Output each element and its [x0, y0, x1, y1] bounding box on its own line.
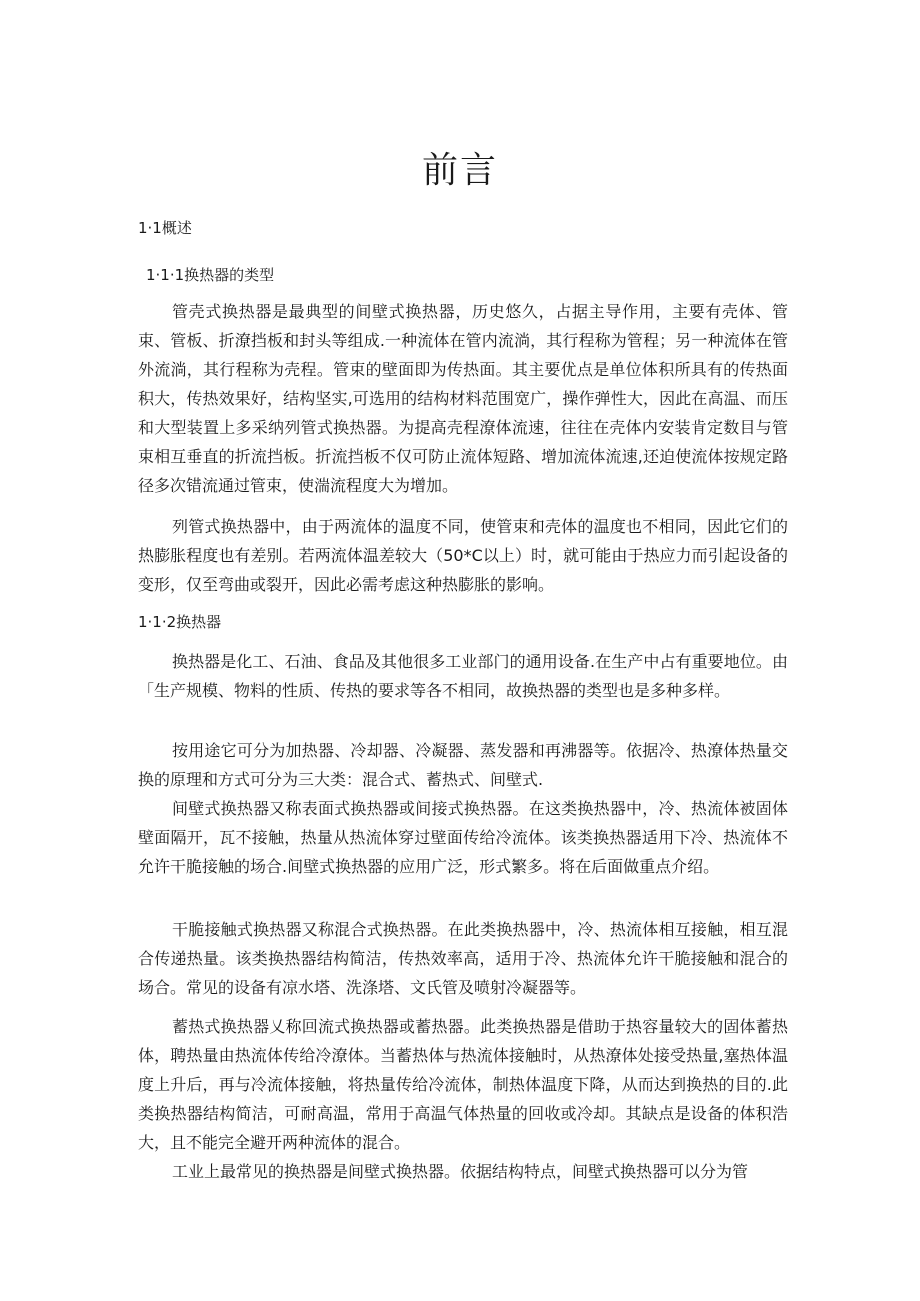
paragraph-wall-type: 间壁式换热器又称表面式换热器或间接式换热器。在这类换热器中，冷、热流体被固体壁面隔开，瓦不接触，热量从热流体穿过壁面传给冷流体。该类换热器适用下冷、热流体不允许干脆接触的场合.间壁式换热器的应用广泛，形式繁多。将在后面做重点介绍。 — [138, 799, 788, 876]
paragraph-general-equipment: 换热器是化工、石油、食品及其他很多工业部门的通用设备.在生产中占有重要地位。由「生产规模、物料的性质、传热的要求等各不相同，故换热器的类型也是多种多样。 — [138, 652, 788, 700]
paragraph-thermal-expansion: 列管式换热器中，由于两流体的温度不同，使管束和壳体的温度也不相同，因此它们的热膨胀程度也有差别。若两流体温差较大（50*C以上）时，就可能由于热应力而引起设备的变形，仅至弯曲或裂开，因此必需考虑这种热膨胀的影响。 — [138, 517, 788, 594]
paragraph-shell-tube: 管壳式换热器是最典型的间壁式换热器，历史悠久，占据主导作用，主要有壳体、管束、管板、折潦挡板和封头等组成.一种流体在管内流淌，其行程称为管程；另一种流体在管外流淌，其行程称为壳程。管束的壁面即为传热面。其主要优点是单位体积所具有的传热面积大，传热效果好，结构坚实,可选用的结构材料范围宽广，操作弹性大，因此在高温、而压和大型装置上多采纳列管式换热器。为提高壳程潦体流速，往往在壳体内安装肯定数目与管束相互垂直的折流挡板。折流挡板不仅可防止流体短路、增加流体流速,还迫使流体按规定路径多次错流通过管束，使湍流程度大为增加。 — [138, 302, 788, 495]
paragraph-regenerative: 蓄热式换热器乂称回流式换热器或蓄热器。此类换热器是借助于热容量较大的固体蓄热体，聘热量由热流体传给冷潦体。当蓄热体与热流体接触时，从热潦体处接受热量,塞热体温度上升后，再与冷流体接触，将热量传给冷流体，制热体温度下降，从而达到换热的目的.此类换热器结构简洁，可耐高温，常用于高温气体热量的回收或冷却。其缺点是设备的体积浩大，且不能完全避开两种流体的混合。 — [138, 1017, 788, 1152]
paragraph-most-common: 工业上最常见的换热器是间壁式换热器。依据结构特点，间壁式换热器可以分为管 — [172, 1162, 749, 1181]
subsection-heading-exchanger: 1·1·2换热器 — [138, 613, 222, 631]
subsection-heading-types: 1·1·1换热器的类型 — [146, 266, 275, 284]
page-title: 前言 — [421, 150, 498, 191]
paragraph-direct-contact: 干脆接触式换热器又称混合式换热器。在此类换热器中，冷、热流体相互接触，相互混合传递热量。该类换热器结构简洁，传热效率高，适用于冷、热流体允许干脆接触和混合的场合。常见的设备有凉水塔、洗涤塔、文氏管及喷射冷凝器等。 — [138, 920, 788, 997]
paragraph-classification: 按用途它可分为加热器、冷却器、冷凝器、蒸发器和再沸器等。依据冷、热潦体热量交换的原理和方式可分为三大类：混合式、蓄热式、间壁式. — [138, 741, 788, 789]
section-heading-overview: 1·1概述 — [138, 219, 192, 237]
